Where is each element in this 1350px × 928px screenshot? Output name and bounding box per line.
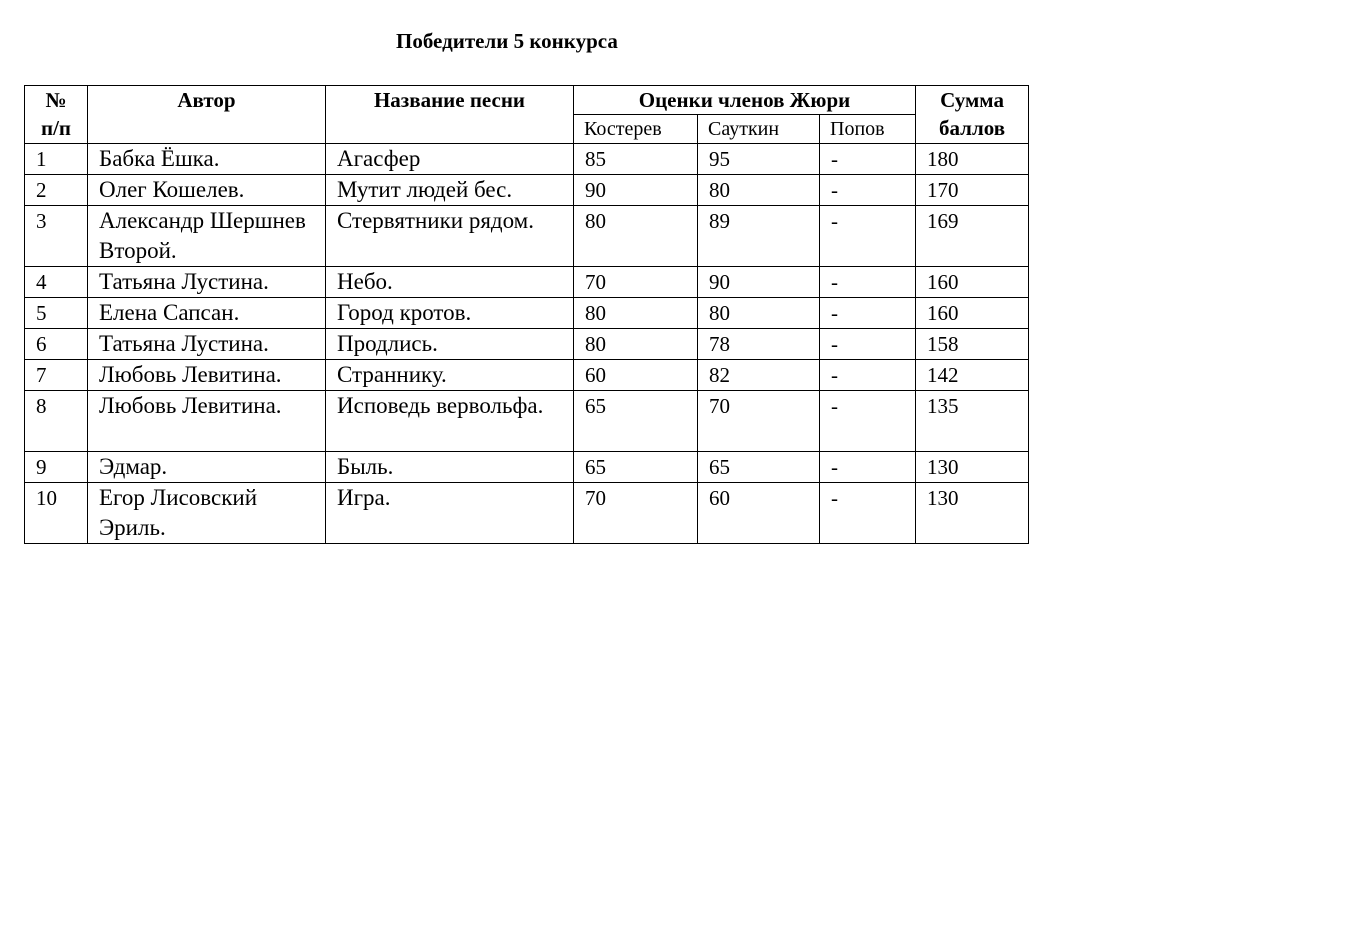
cell-score-kosterev: 70: [574, 483, 698, 544]
cell-number: 1: [25, 144, 88, 175]
cell-score-popov: -: [820, 391, 916, 452]
header-judge-kosterev: Костерев: [574, 115, 698, 144]
cell-song: Быль.: [326, 452, 574, 483]
cell-total: 130: [916, 483, 1029, 544]
cell-total: 160: [916, 267, 1029, 298]
cell-total: 170: [916, 175, 1029, 206]
table-row: [25, 267, 1029, 298]
table-row: [25, 391, 1029, 452]
cell-score-popov: -: [820, 175, 916, 206]
cell-score-kosterev: 80: [574, 329, 698, 360]
cell-song: Агасфер: [326, 144, 574, 175]
cell-score-popov: -: [820, 360, 916, 391]
table-row: [25, 144, 1029, 175]
cell-author: Любовь Левитина.: [88, 360, 326, 391]
cell-total: 158: [916, 329, 1029, 360]
table-row: [25, 206, 1029, 267]
cell-score-sautkin: 70: [698, 391, 820, 452]
cell-score-kosterev: 65: [574, 391, 698, 452]
cell-score-sautkin: 89: [698, 206, 820, 267]
cell-score-popov: -: [820, 329, 916, 360]
table-row: [25, 452, 1029, 483]
cell-number: 3: [25, 206, 88, 267]
cell-score-sautkin: 65: [698, 452, 820, 483]
cell-number: 10: [25, 483, 88, 544]
cell-score-popov: -: [820, 206, 916, 267]
cell-author: Эдмар.: [88, 452, 326, 483]
header-row-main: [25, 86, 1029, 115]
cell-song: Исповедь вервольфа.: [326, 391, 574, 452]
cell-score-sautkin: 60: [698, 483, 820, 544]
cell-score-kosterev: 90: [574, 175, 698, 206]
cell-number: 4: [25, 267, 88, 298]
cell-song: Стервятники рядом.: [326, 206, 574, 267]
cell-total: 130: [916, 452, 1029, 483]
cell-total: 160: [916, 298, 1029, 329]
cell-score-sautkin: 80: [698, 175, 820, 206]
header-jury: Оценки членов Жюри: [574, 86, 916, 115]
cell-author: Александр Шершнев Второй.: [88, 206, 326, 267]
cell-score-popov: -: [820, 298, 916, 329]
cell-number: 9: [25, 452, 88, 483]
cell-author: Бабка Ёшка.: [88, 144, 326, 175]
cell-total: 142: [916, 360, 1029, 391]
cell-total: 135: [916, 391, 1029, 452]
header-song: Название песни: [326, 86, 574, 144]
cell-total: 180: [916, 144, 1029, 175]
cell-author: Любовь Левитина.: [88, 391, 326, 452]
cell-song: Игра.: [326, 483, 574, 544]
cell-total: 169: [916, 206, 1029, 267]
table-row: [25, 298, 1029, 329]
cell-score-kosterev: 65: [574, 452, 698, 483]
cell-author: Татьяна Лустина.: [88, 329, 326, 360]
cell-author: Татьяна Лустина.: [88, 267, 326, 298]
cell-number: 2: [25, 175, 88, 206]
cell-author: Елена Сапсан.: [88, 298, 326, 329]
document-title: Победители 5 конкурса: [396, 29, 618, 53]
cell-score-kosterev: 85: [574, 144, 698, 175]
table-row: [25, 360, 1029, 391]
table-row: [25, 175, 1029, 206]
header-total: Сумма баллов: [916, 86, 1029, 144]
header-number: № п/п: [25, 86, 88, 144]
header-author: Автор: [88, 86, 326, 144]
cell-number: 7: [25, 360, 88, 391]
cell-number: 6: [25, 329, 88, 360]
cell-score-popov: -: [820, 452, 916, 483]
winners-table: [24, 85, 1029, 544]
cell-score-sautkin: 78: [698, 329, 820, 360]
cell-score-sautkin: 82: [698, 360, 820, 391]
cell-score-popov: -: [820, 267, 916, 298]
cell-song: Город кротов.: [326, 298, 574, 329]
cell-score-kosterev: 70: [574, 267, 698, 298]
cell-song: Небо.: [326, 267, 574, 298]
cell-song: Мутит людей бес.: [326, 175, 574, 206]
cell-score-sautkin: 90: [698, 267, 820, 298]
cell-author: Егор Лисовский Эриль.: [88, 483, 326, 544]
cell-song: Продлись.: [326, 329, 574, 360]
cell-score-sautkin: 80: [698, 298, 820, 329]
cell-author: Олег Кошелев.: [88, 175, 326, 206]
cell-number: 5: [25, 298, 88, 329]
cell-song: Страннику.: [326, 360, 574, 391]
cell-score-kosterev: 80: [574, 298, 698, 329]
cell-score-kosterev: 60: [574, 360, 698, 391]
cell-score-kosterev: 80: [574, 206, 698, 267]
table-row: [25, 483, 1029, 544]
cell-score-sautkin: 95: [698, 144, 820, 175]
cell-number: 8: [25, 391, 88, 452]
table-row: [25, 329, 1029, 360]
cell-score-popov: -: [820, 144, 916, 175]
cell-score-popov: -: [820, 483, 916, 544]
header-judge-sautkin: Сауткин: [698, 115, 820, 144]
header-judge-popov: Попов: [820, 115, 916, 144]
